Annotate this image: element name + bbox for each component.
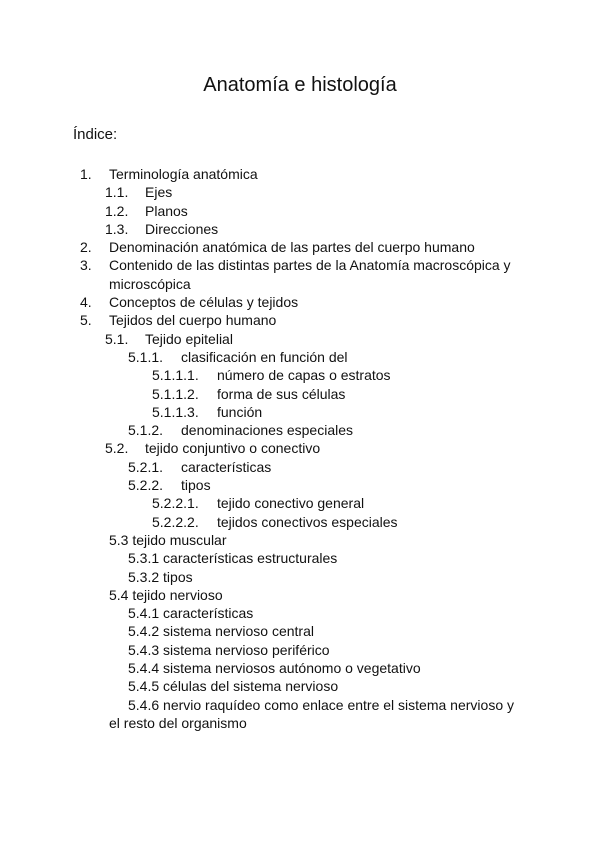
table-of-contents (0, 165, 600, 732)
toc-item-5-3-1 (0, 549, 600, 567)
toc-text: 5.4.1 características (128, 605, 254, 622)
toc-number: 5.2.2.2. (152, 513, 199, 530)
toc-item-2 (0, 238, 600, 256)
toc-number: 2. (80, 239, 92, 256)
toc-text: número de capas o estratos (217, 367, 391, 384)
toc-number: 5. (80, 312, 92, 329)
toc-text: función (217, 403, 263, 420)
toc-item-5-4-3 (0, 641, 600, 659)
toc-item-3-continuation (0, 275, 600, 293)
toc-item-1-2 (0, 202, 600, 220)
toc-item-5-2-2 (0, 476, 600, 494)
toc-text: 5.4.4 sistema nerviosos autónomo o vegetativo (128, 660, 421, 677)
toc-number: 1.3. (105, 220, 129, 237)
toc-number: 1. (80, 166, 92, 182)
toc-text: 5.4.3 sistema nervioso periférico (128, 641, 330, 658)
toc-item-5-4-1 (0, 604, 600, 622)
toc-item-1-1 (0, 183, 600, 201)
toc-text: características (181, 458, 272, 475)
toc-item-5-2-2-1 (0, 494, 600, 512)
toc-text: Direcciones (145, 220, 219, 237)
toc-item-5-3 (0, 531, 600, 549)
toc-text: denominaciones especiales (181, 422, 353, 439)
toc-item-5-4-5 (0, 677, 600, 695)
toc-text: tipos (181, 477, 211, 494)
toc-number: 5.1. (105, 330, 129, 347)
toc-text: Denominación anatómica de las partes del cuerpo humano (109, 239, 475, 256)
toc-item-5-2-1 (0, 458, 600, 476)
toc-item-5-2 (0, 439, 600, 457)
toc-text: Terminología anatómica (109, 166, 258, 182)
toc-text: Tejidos del cuerpo humano (109, 312, 277, 329)
toc-text: forma de sus células (217, 385, 346, 402)
toc-number: 5.2.1. (128, 458, 164, 475)
toc-text: Contenido de las distintas partes de la Anatomía macroscópica y (109, 257, 511, 274)
toc-item-5-1-1-2 (0, 385, 600, 403)
toc-text: 5.4 tejido nervioso (109, 586, 223, 603)
toc-item-5-3-2 (0, 568, 600, 586)
toc-number: 5.1.1.1. (152, 367, 199, 384)
toc-item-5-2-2-2 (0, 513, 600, 531)
toc-text: tejido conjuntivo o conectivo (145, 440, 321, 457)
toc-text: clasificación en función del (181, 348, 348, 365)
toc-text: microscópica (109, 275, 191, 292)
toc-number: 5.1.1. (128, 348, 164, 365)
toc-item-5-4-4 (0, 659, 600, 677)
toc-number: 3. (80, 257, 92, 274)
toc-item-5-1-1-1 (0, 366, 600, 384)
toc-item-5-4-6-continuation (0, 714, 600, 732)
toc-text: 5.4.2 sistema nervioso central (128, 623, 314, 640)
toc-text: 5.3 tejido muscular (109, 531, 227, 548)
toc-text: 5.3.1 características estructurales (128, 550, 338, 567)
toc-item-5 (0, 311, 600, 329)
toc-text: tejidos conectivos especiales (217, 513, 398, 530)
toc-number: 5.1.1.2. (152, 385, 199, 402)
toc-number: 5.1.1.3. (152, 403, 199, 420)
toc-item-5-4-6 (0, 696, 600, 714)
toc-number: 5.2. (105, 440, 129, 457)
toc-number: 5.2.2.1. (152, 495, 199, 512)
toc-number: 4. (80, 294, 92, 311)
toc-text: 5.4.5 células del sistema nervioso (128, 678, 339, 695)
toc-item-5-1-1 (0, 348, 600, 366)
toc-number: 1.2. (105, 202, 129, 219)
toc-text: 5.3.2 tipos (128, 568, 193, 585)
toc-text: Ejes (145, 184, 173, 201)
index-heading: Índice: (73, 126, 118, 143)
toc-text: el resto del organismo (109, 714, 247, 731)
document-title: Anatomía e histología (203, 74, 397, 96)
toc-text: tejido conectivo general (217, 495, 365, 512)
toc-item-5-1-1-3 (0, 403, 600, 421)
toc-number: 5.1.2. (128, 422, 164, 439)
toc-text: Conceptos de células y tejidos (109, 294, 299, 311)
toc-item-4 (0, 293, 600, 311)
toc-item-5-1-2 (0, 421, 600, 439)
toc-item-1-3 (0, 220, 600, 238)
toc-text: Planos (145, 202, 188, 219)
toc-number: 5.2.2. (128, 477, 164, 494)
toc-text: Tejido epitelial (145, 330, 233, 347)
toc-item-1 (0, 165, 600, 183)
toc-item-3 (0, 256, 600, 274)
toc-text: 5.4.6 nervio raquídeo como enlace entre el sistema nervioso y (128, 696, 514, 713)
toc-item-5-4 (0, 586, 600, 604)
toc-item-5-1 (0, 330, 600, 348)
toc-item-5-4-2 (0, 622, 600, 640)
toc-number: 1.1. (105, 184, 129, 201)
